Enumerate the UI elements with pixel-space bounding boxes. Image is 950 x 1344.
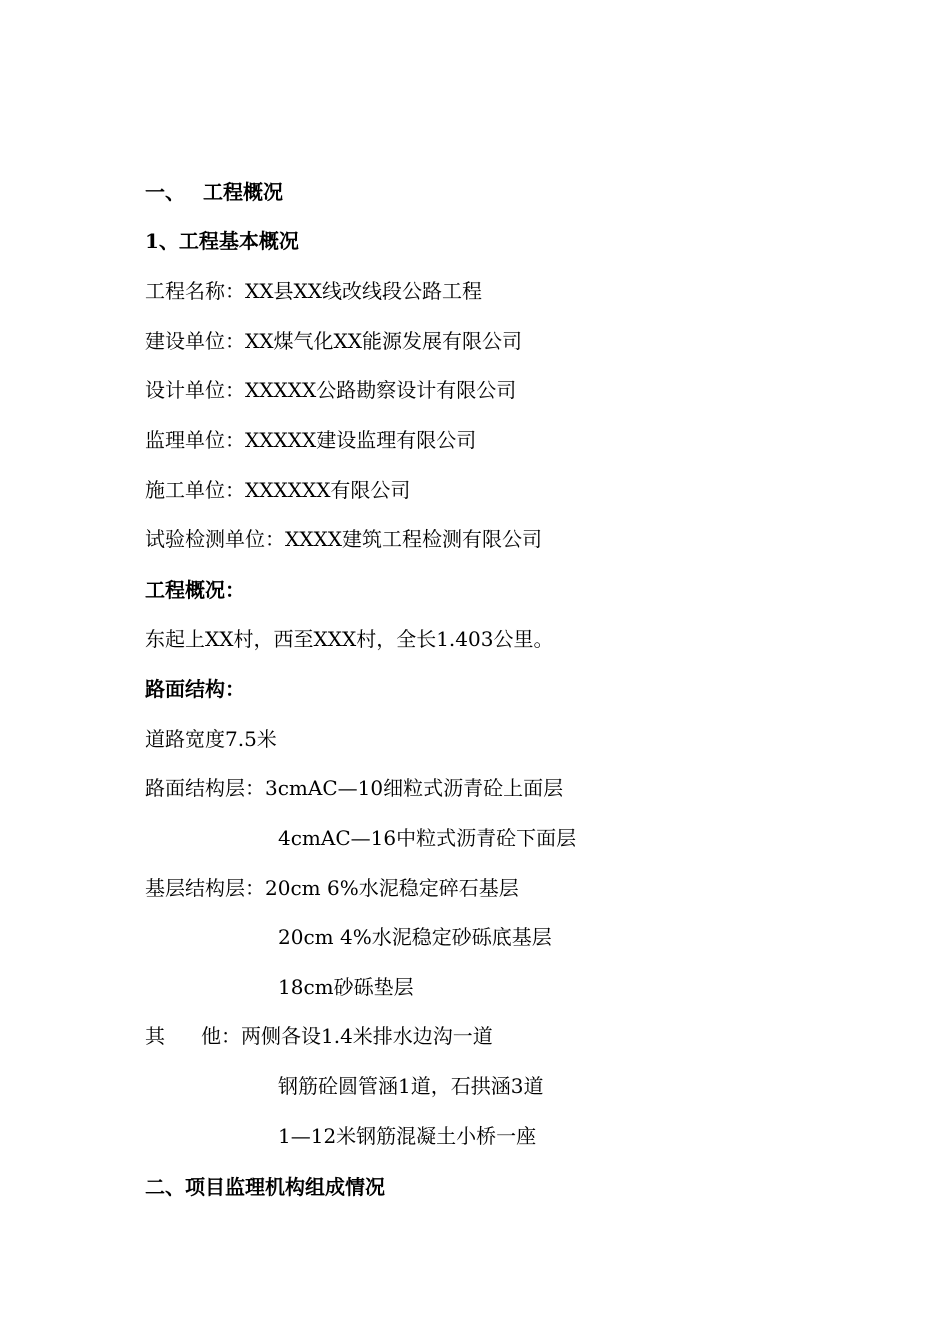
section-heading-2: 二、项目监理机构组成情况	[145, 1175, 385, 1199]
section-title: 工程概况	[203, 180, 283, 204]
base-layer-line-1: 基层结构层：20cm 6%水泥稳定碎石基层	[145, 876, 519, 900]
base-layer-line-2: 20cm 4%水泥稳定砂砾底基层	[278, 925, 552, 949]
other-label-a: 其	[145, 1024, 165, 1048]
overview-heading: 工程概况：	[145, 578, 245, 602]
other-line-3: 1—12米钢筋混凝土小桥一座	[278, 1124, 537, 1148]
testing-line: 试验检测单位：XXXX建筑工程检测有限公司	[145, 527, 542, 551]
pavement-heading: 路面结构：	[145, 677, 245, 701]
base-layer-line-3: 18cm砂砾垫层	[278, 975, 414, 999]
builder-line: 建设单位：XX煤气化XX能源发展有限公司	[145, 329, 522, 353]
section-heading-1	[145, 177, 283, 207]
overview-text: 东起上XX村，西至XXX村，全长1.403公里。	[145, 627, 554, 651]
other-label-b: 他：两侧各设1.4米排水边沟一道	[201, 1024, 493, 1048]
section-number: 一、	[145, 180, 185, 204]
contractor-line: 施工单位：XXXXXX有限公司	[145, 478, 411, 502]
supervisor-line: 监理单位：XXXXX建设监理有限公司	[145, 428, 477, 452]
project-name-line: 工程名称：XX县XX线改线段公路工程	[145, 279, 482, 303]
road-width-line: 道路宽度7.5米	[145, 727, 277, 751]
other-line-1	[145, 1021, 493, 1051]
surface-layer-line-2: 4cmAC—16中粒式沥青砼下面层	[278, 826, 577, 850]
other-line-2: 钢筋砼圆管涵1道，石拱涵3道	[278, 1074, 544, 1098]
subsection-heading-1: 1、工程基本概况	[145, 229, 299, 253]
surface-layer-line-1: 路面结构层：3cmAC—10细粒式沥青砼上面层	[145, 776, 564, 800]
designer-line: 设计单位：XXXXX公路勘察设计有限公司	[145, 378, 517, 402]
